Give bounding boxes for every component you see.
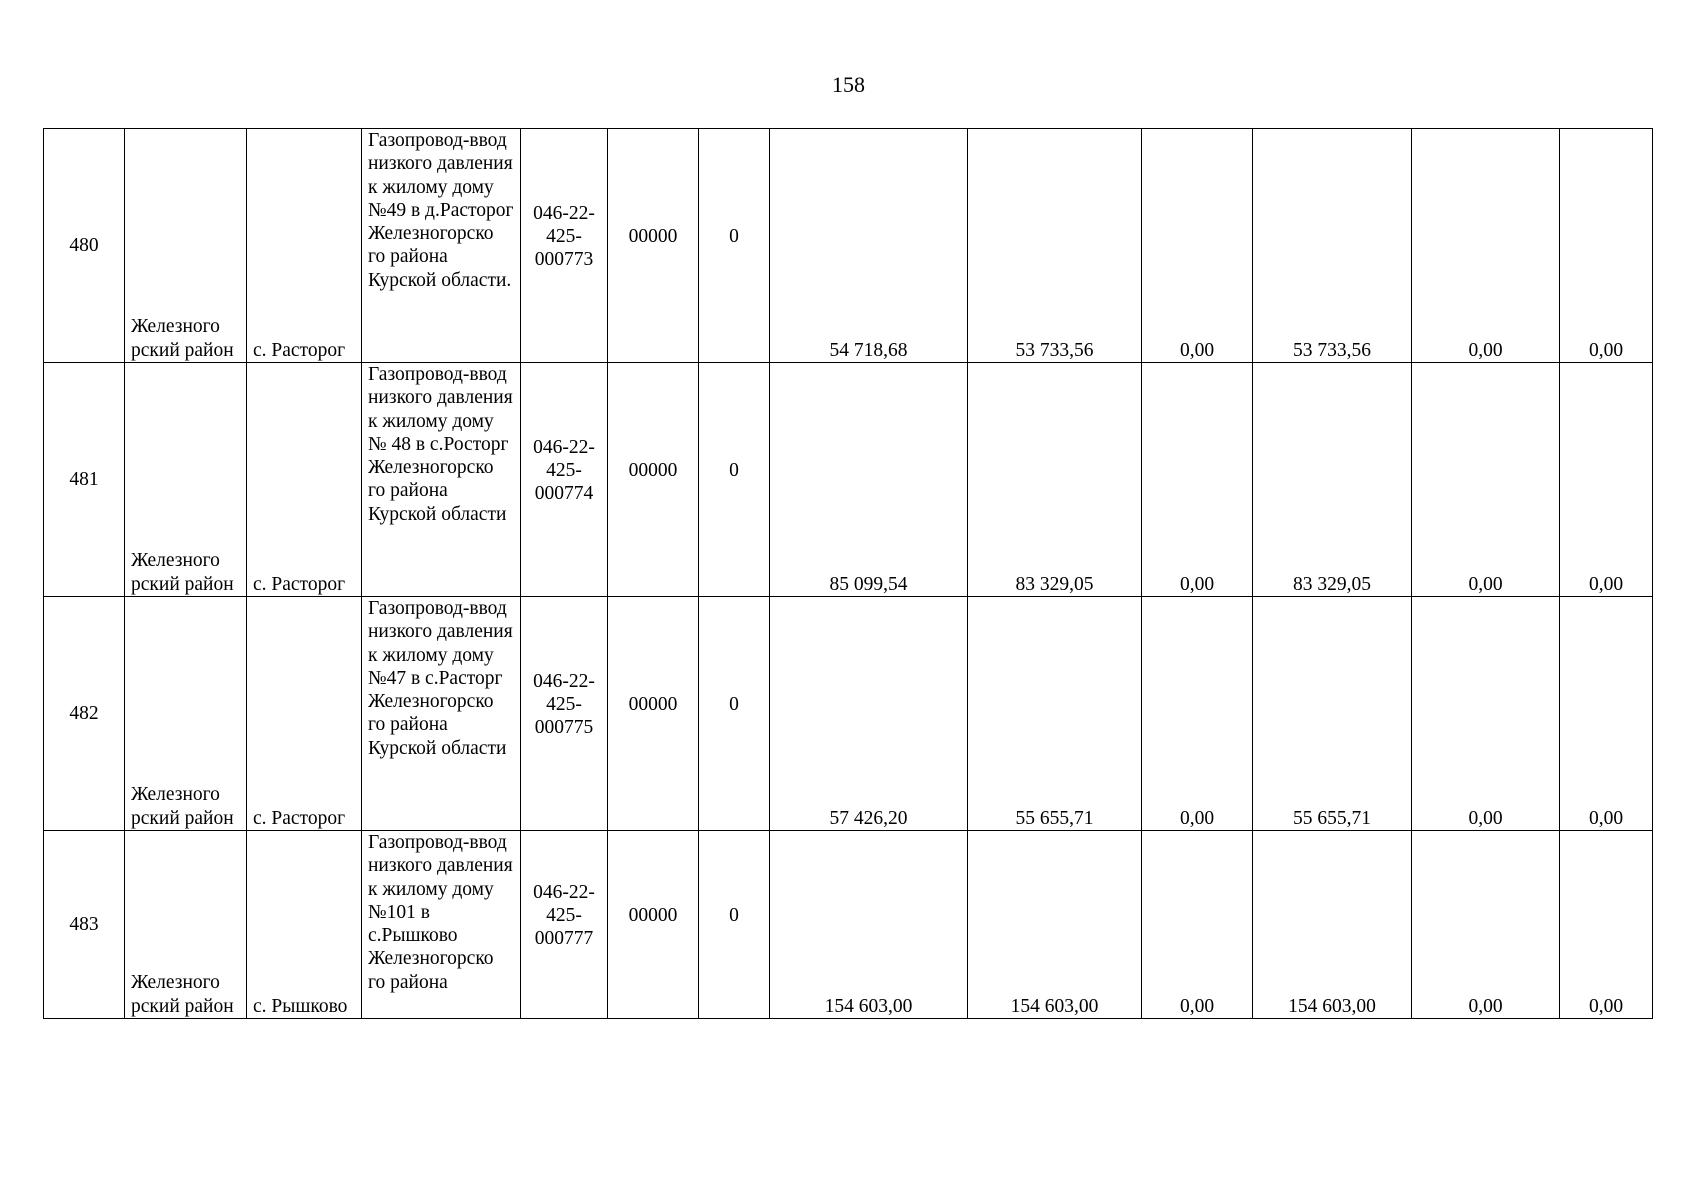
code3-cell-text: 0 <box>729 693 739 715</box>
district-cell-text: Железного рский район <box>131 972 234 1017</box>
settlement-cell <box>247 831 362 1019</box>
value-cell-6 <box>1560 831 1653 1019</box>
settlement-cell-text: с. Расторог <box>253 573 346 595</box>
object-description-cell-text: Газопровод-ввод низкого давления к жилому дому № 48 в с.Росторг Железногорско го района Курской области <box>368 364 513 525</box>
value-cell-6-text: 0,00 <box>1588 995 1624 1017</box>
district-cell <box>125 363 247 597</box>
settlement-cell-text: с. Расторог <box>253 339 346 361</box>
page-number: 158 <box>832 72 865 97</box>
value-cell-4 <box>1253 831 1412 1019</box>
cadastral-code-cell <box>521 129 608 363</box>
cadastral-code-cell-text: 046-22-425-000775 <box>533 670 595 739</box>
value-cell-4-text: 55 655,71 <box>1293 807 1371 829</box>
code3-cell-text: 0 <box>729 225 739 247</box>
value-cell-3 <box>1142 597 1253 831</box>
value-cell-5 <box>1412 363 1560 597</box>
value-cell-1 <box>770 831 968 1019</box>
table-row <box>44 129 1653 363</box>
object-description-cell-text: Газопровод-ввод низкого давления к жилому дому №49 в д.Расторог Железногорско го района Курской области. <box>368 130 514 291</box>
value-cell-5 <box>1412 597 1560 831</box>
table-row <box>44 831 1653 1019</box>
value-cell-1 <box>770 129 968 363</box>
cadastral-code-cell-text: 046-22-425-000774 <box>533 436 595 505</box>
object-description-cell <box>362 831 521 1019</box>
row-number-cell-text: 481 <box>69 468 99 490</box>
value-cell-3-text: 0,00 <box>1179 339 1215 361</box>
code3-cell <box>699 597 770 831</box>
row-number-cell <box>44 363 125 597</box>
value-cell-2-text: 55 655,71 <box>1015 807 1094 829</box>
row-number-cell <box>44 831 125 1019</box>
value-cell-5-text: 0,00 <box>1468 573 1503 595</box>
value-cell-1-text: 54 718,68 <box>829 339 908 361</box>
code2-cell-text: 00000 <box>628 225 678 247</box>
object-description-cell <box>362 597 521 831</box>
row-number-cell <box>44 129 125 363</box>
value-cell-4 <box>1253 597 1412 831</box>
cadastral-code-cell <box>521 831 608 1019</box>
value-cell-2 <box>968 129 1142 363</box>
settlement-cell <box>247 363 362 597</box>
value-cell-5-text: 0,00 <box>1468 807 1503 829</box>
district-cell-text: Железного рский район <box>131 550 234 595</box>
code3-cell-text: 0 <box>729 459 739 481</box>
code3-cell <box>699 831 770 1019</box>
code3-cell <box>699 363 770 597</box>
value-cell-6 <box>1560 129 1653 363</box>
cadastral-code-cell <box>521 363 608 597</box>
value-cell-2 <box>968 597 1142 831</box>
value-cell-4 <box>1253 363 1412 597</box>
district-cell-text: Железного рский район <box>131 316 234 361</box>
row-number-cell-text: 483 <box>69 913 99 935</box>
value-cell-4-text: 83 329,05 <box>1293 573 1371 595</box>
value-cell-6-text: 0,00 <box>1588 339 1624 361</box>
value-cell-2-text: 83 329,05 <box>1015 573 1094 595</box>
code2-cell-text: 00000 <box>628 693 678 715</box>
code3-cell-text: 0 <box>729 904 739 926</box>
settlement-cell <box>247 597 362 831</box>
value-cell-6-text: 0,00 <box>1588 573 1624 595</box>
value-cell-4-text: 53 733,56 <box>1293 339 1371 361</box>
value-cell-5-text: 0,00 <box>1468 339 1503 361</box>
object-description-cell <box>362 129 521 363</box>
district-cell <box>125 831 247 1019</box>
code2-cell <box>608 597 699 831</box>
value-cell-2-text: 53 733,56 <box>1015 339 1094 361</box>
cadastral-code-cell-text: 046-22-425-000777 <box>533 881 595 950</box>
settlement-cell <box>247 129 362 363</box>
value-cell-3 <box>1142 363 1253 597</box>
value-cell-1-text: 85 099,54 <box>829 573 908 595</box>
code2-cell-text: 00000 <box>628 459 678 481</box>
object-description-cell-text: Газопровод-ввод низкого давления к жилому дому №47 в с.Расторг Железногорско го района Курской области <box>368 598 513 759</box>
cadastral-code-cell <box>521 597 608 831</box>
row-number-cell <box>44 597 125 831</box>
district-cell-text: Железного рский район <box>131 784 234 829</box>
code2-cell <box>608 831 699 1019</box>
object-description-cell-text: Газопровод-ввод низкого давления к жилому дому №101 в с.Рышково Железногорско го района <box>368 832 513 993</box>
table-body <box>44 129 1653 1019</box>
value-cell-5 <box>1412 129 1560 363</box>
value-cell-6 <box>1560 363 1653 597</box>
value-cell-1-text: 154 603,00 <box>824 995 913 1017</box>
table-row <box>44 363 1653 597</box>
code3-cell <box>699 129 770 363</box>
value-cell-2 <box>968 363 1142 597</box>
row-number-cell-text: 480 <box>69 234 99 256</box>
settlement-cell-text: с. Рышково <box>253 995 348 1017</box>
value-cell-2 <box>968 831 1142 1019</box>
value-cell-1 <box>770 363 968 597</box>
value-cell-6 <box>1560 597 1653 831</box>
value-cell-1-text: 57 426,20 <box>829 807 908 829</box>
value-cell-5-text: 0,00 <box>1468 995 1503 1017</box>
value-cell-4-text: 154 603,00 <box>1288 995 1376 1017</box>
district-cell <box>125 597 247 831</box>
table-row <box>44 597 1653 831</box>
row-number-cell-text: 482 <box>69 702 99 724</box>
cadastral-code-cell-text: 046-22-425-000773 <box>533 202 595 271</box>
value-cell-3 <box>1142 831 1253 1019</box>
value-cell-5 <box>1412 831 1560 1019</box>
code2-cell-text: 00000 <box>628 904 678 926</box>
district-cell <box>125 129 247 363</box>
value-cell-3-text: 0,00 <box>1179 995 1215 1017</box>
value-cell-3 <box>1142 129 1253 363</box>
value-cell-3-text: 0,00 <box>1179 807 1215 829</box>
property-table <box>43 128 1653 1019</box>
value-cell-1 <box>770 597 968 831</box>
code2-cell <box>608 363 699 597</box>
value-cell-3-text: 0,00 <box>1179 573 1215 595</box>
settlement-cell-text: с. Расторог <box>253 807 346 829</box>
object-description-cell <box>362 363 521 597</box>
value-cell-4 <box>1253 129 1412 363</box>
value-cell-2-text: 154 603,00 <box>1010 995 1099 1017</box>
code2-cell <box>608 129 699 363</box>
value-cell-6-text: 0,00 <box>1588 807 1624 829</box>
